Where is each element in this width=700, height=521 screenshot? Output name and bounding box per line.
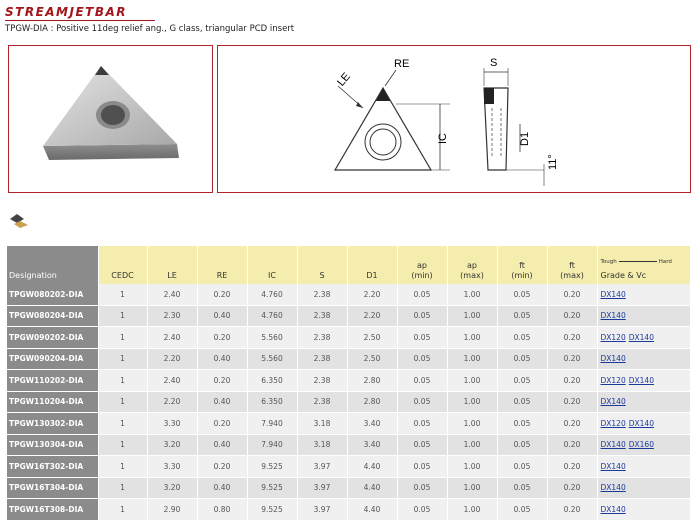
cell-re: 0.40 [197,477,247,499]
header-grade: Tough Hard Grade & Vc [597,246,690,284]
cell-cedc: 1 [98,456,147,478]
technical-drawing [218,46,690,192]
header-ft-min: ft (min) [497,246,547,284]
grade-link[interactable]: DX140 [628,332,654,342]
table-header-row [7,246,690,284]
cell-le: 2.90 [147,499,197,521]
cell-designation: TPGW090202-DIA [7,327,98,349]
cell-ft-max: 0.20 [547,477,597,499]
cell-cedc: 1 [98,370,147,392]
cell-grade [597,370,690,392]
cell-ft-min: 0.05 [497,413,547,435]
cell-grade [597,348,690,370]
cell-re: 0.20 [197,370,247,392]
brand-name: STREAMJETBAR [5,5,128,19]
cell-cedc: 1 [98,327,147,349]
cell-ap-min: 0.05 [397,391,447,413]
grade-link[interactable]: DX120 [600,375,626,385]
grade-link[interactable]: DX120 [600,418,626,428]
cell-d1: 4.40 [347,499,397,521]
cell-ap-max: 1.00 [447,434,497,456]
cell-s: 3.97 [297,499,347,521]
cell-re: 0.40 [197,348,247,370]
cell-designation: TPGW090204-DIA [7,348,98,370]
cell-s: 3.18 [297,413,347,435]
cell-ap-min: 0.05 [397,434,447,456]
cell-ap-max: 1.00 [447,391,497,413]
header-le: LE [147,246,197,284]
cell-ft-max: 0.20 [547,499,597,521]
cell-designation: TPGW16T304-DIA [7,477,98,499]
cell-d1: 3.40 [347,413,397,435]
cell-ft-max: 0.20 [547,434,597,456]
table-row [7,370,690,392]
cell-ft-max: 0.20 [547,391,597,413]
cell-le: 2.40 [147,284,197,305]
pcd-tip [95,66,109,75]
cell-cedc: 1 [98,413,147,435]
angle-label: 11° [547,154,559,170]
cell-ic: 6.350 [247,391,297,413]
cell-ic: 5.560 [247,348,297,370]
header-ic: IC [247,246,297,284]
cell-cedc: 1 [98,284,147,305]
table-row [7,327,690,349]
header-cedc: CEDC [98,246,147,284]
table-row [7,348,690,370]
ic-label: IC [437,133,449,144]
cell-s: 2.38 [297,370,347,392]
insert-spec-table [7,246,691,521]
cell-ic: 7.940 [247,413,297,435]
cell-designation: TPGW16T302-DIA [7,456,98,478]
grade-link[interactable]: DX140 [600,311,626,321]
cell-ft-min: 0.05 [497,327,547,349]
s-label: S [490,57,498,69]
cell-s: 2.38 [297,348,347,370]
cell-ap-max: 1.00 [447,327,497,349]
cell-designation: TPGW130302-DIA [7,413,98,435]
grade-link[interactable]: DX140 [600,440,626,450]
cell-ft-min: 0.05 [497,434,547,456]
cell-ap-min: 0.05 [397,499,447,521]
cell-ft-min: 0.05 [497,305,547,327]
header-ft-max: ft (max) [547,246,597,284]
cell-grade [597,434,690,456]
table-body [7,284,690,520]
cell-cedc: 1 [98,305,147,327]
cell-d1: 2.80 [347,370,397,392]
cell-ap-min: 0.05 [397,305,447,327]
cell-le: 3.20 [147,434,197,456]
cell-ic: 4.760 [247,284,297,305]
cell-ic: 6.350 [247,370,297,392]
grade-link[interactable]: DX140 [600,289,626,299]
header-re: RE [197,246,247,284]
grade-link[interactable]: DX140 [628,418,654,428]
cell-designation: TPGW110202-DIA [7,370,98,392]
table-row [7,413,690,435]
grade-link[interactable]: DX140 [628,375,654,385]
cell-designation: TPGW130304-DIA [7,434,98,456]
cell-le: 2.20 [147,391,197,413]
cell-ft-min: 0.05 [497,477,547,499]
cell-ap-min: 0.05 [397,456,447,478]
grade-link[interactable]: DX140 [600,461,626,471]
header-designation: Designation [7,246,98,284]
toughness-scale: Tough Hard [600,259,672,265]
cell-designation: TPGW110204-DIA [7,391,98,413]
brand-underline [5,20,155,21]
cell-ap-max: 1.00 [447,284,497,305]
cell-ft-max: 0.20 [547,413,597,435]
cell-ft-min: 0.05 [497,370,547,392]
cell-ft-min: 0.05 [497,348,547,370]
header-ap-max: ap (max) [447,246,497,284]
cell-ap-min: 0.05 [397,348,447,370]
cell-ft-max: 0.20 [547,305,597,327]
cell-le: 3.30 [147,456,197,478]
cell-ft-max: 0.20 [547,327,597,349]
grade-link[interactable]: DX140 [600,354,626,364]
cell-ap-max: 1.00 [447,413,497,435]
cell-d1: 2.50 [347,327,397,349]
header-s: S [297,246,347,284]
cell-s: 3.97 [297,456,347,478]
hole-inner [370,129,396,155]
cell-cedc: 1 [98,434,147,456]
insert-side-face [43,144,179,160]
cell-ft-max: 0.20 [547,456,597,478]
table-row [7,434,690,456]
cell-re: 0.80 [197,499,247,521]
insert-thumbnail-icon [8,213,30,229]
cell-grade [597,284,690,305]
cell-ft-max: 0.20 [547,370,597,392]
cell-re: 0.20 [197,413,247,435]
cell-ap-min: 0.05 [397,370,447,392]
le-label: LE [335,70,353,89]
cell-grade [597,413,690,435]
cell-s: 3.18 [297,434,347,456]
cell-ft-min: 0.05 [497,391,547,413]
insert-photo-panel [8,45,213,193]
cell-designation: TPGW080204-DIA [7,305,98,327]
cell-ap-max: 1.00 [447,305,497,327]
cell-s: 2.38 [297,305,347,327]
cell-d1: 3.40 [347,434,397,456]
cell-d1: 2.20 [347,284,397,305]
cell-ft-min: 0.05 [497,284,547,305]
table-row [7,456,690,478]
cell-ft-max: 0.20 [547,348,597,370]
insert-hole [101,105,125,125]
cell-d1: 2.50 [347,348,397,370]
cell-d1: 2.20 [347,305,397,327]
cell-ap-min: 0.05 [397,477,447,499]
cell-designation: TPGW080202-DIA [7,284,98,305]
cell-ic: 9.525 [247,499,297,521]
cell-ap-max: 1.00 [447,370,497,392]
cell-ap-min: 0.05 [397,413,447,435]
cell-re: 0.20 [197,456,247,478]
cell-ap-min: 0.05 [397,327,447,349]
cell-ic: 5.560 [247,327,297,349]
technical-drawing-panel [217,45,691,193]
cell-ap-max: 1.00 [447,348,497,370]
cell-cedc: 1 [98,348,147,370]
table-row [7,391,690,413]
cell-grade [597,327,690,349]
cell-s: 2.38 [297,327,347,349]
re-leader [385,70,396,86]
cell-le: 2.40 [147,327,197,349]
cell-re: 0.40 [197,434,247,456]
side-view-tip [484,88,494,104]
cell-ap-max: 1.00 [447,477,497,499]
product-subtitle: TPGW-DIA : Positive 11deg relief ang., G class, triangular PCD insert [5,24,295,34]
cell-ft-max: 0.20 [547,284,597,305]
cell-le: 2.30 [147,305,197,327]
d1-label: D1 [519,131,531,146]
cell-d1: 4.40 [347,456,397,478]
grade-link[interactable]: DX120 [600,332,626,342]
scale-arrow [619,261,657,262]
table-row [7,477,690,499]
cell-ft-min: 0.05 [497,456,547,478]
cell-ap-max: 1.00 [447,456,497,478]
cell-cedc: 1 [98,391,147,413]
cell-s: 2.38 [297,284,347,305]
cell-re: 0.20 [197,284,247,305]
cell-le: 2.20 [147,348,197,370]
cell-cedc: 1 [98,499,147,521]
grade-link[interactable]: DX140 [600,504,626,514]
cell-grade [597,305,690,327]
cell-ap-max: 1.00 [447,499,497,521]
cell-le: 2.40 [147,370,197,392]
cell-s: 3.97 [297,477,347,499]
cell-d1: 4.40 [347,477,397,499]
header-d1: D1 [347,246,397,284]
cell-ic: 7.940 [247,434,297,456]
insert-photo [9,46,212,192]
cell-re: 0.40 [197,391,247,413]
cell-re: 0.40 [197,305,247,327]
cell-ic: 9.525 [247,456,297,478]
cell-grade [597,477,690,499]
grade-link[interactable]: DX140 [600,397,626,407]
grade-link[interactable]: DX140 [600,483,626,493]
cell-le: 3.30 [147,413,197,435]
cell-ft-min: 0.05 [497,499,547,521]
cell-le: 3.20 [147,477,197,499]
table-row [7,305,690,327]
cell-ic: 4.760 [247,305,297,327]
pcd-tip [376,88,390,101]
cell-grade [597,456,690,478]
cell-ap-min: 0.05 [397,284,447,305]
cell-grade [597,391,690,413]
cell-d1: 2.80 [347,391,397,413]
re-label: RE [394,58,410,70]
cell-re: 0.20 [197,327,247,349]
table-row [7,284,690,305]
cell-cedc: 1 [98,477,147,499]
grade-link[interactable]: DX160 [628,440,654,450]
cell-ic: 9.525 [247,477,297,499]
cell-designation: TPGW16T308-DIA [7,499,98,521]
cell-s: 2.38 [297,391,347,413]
header-ap-min: ap (min) [397,246,447,284]
